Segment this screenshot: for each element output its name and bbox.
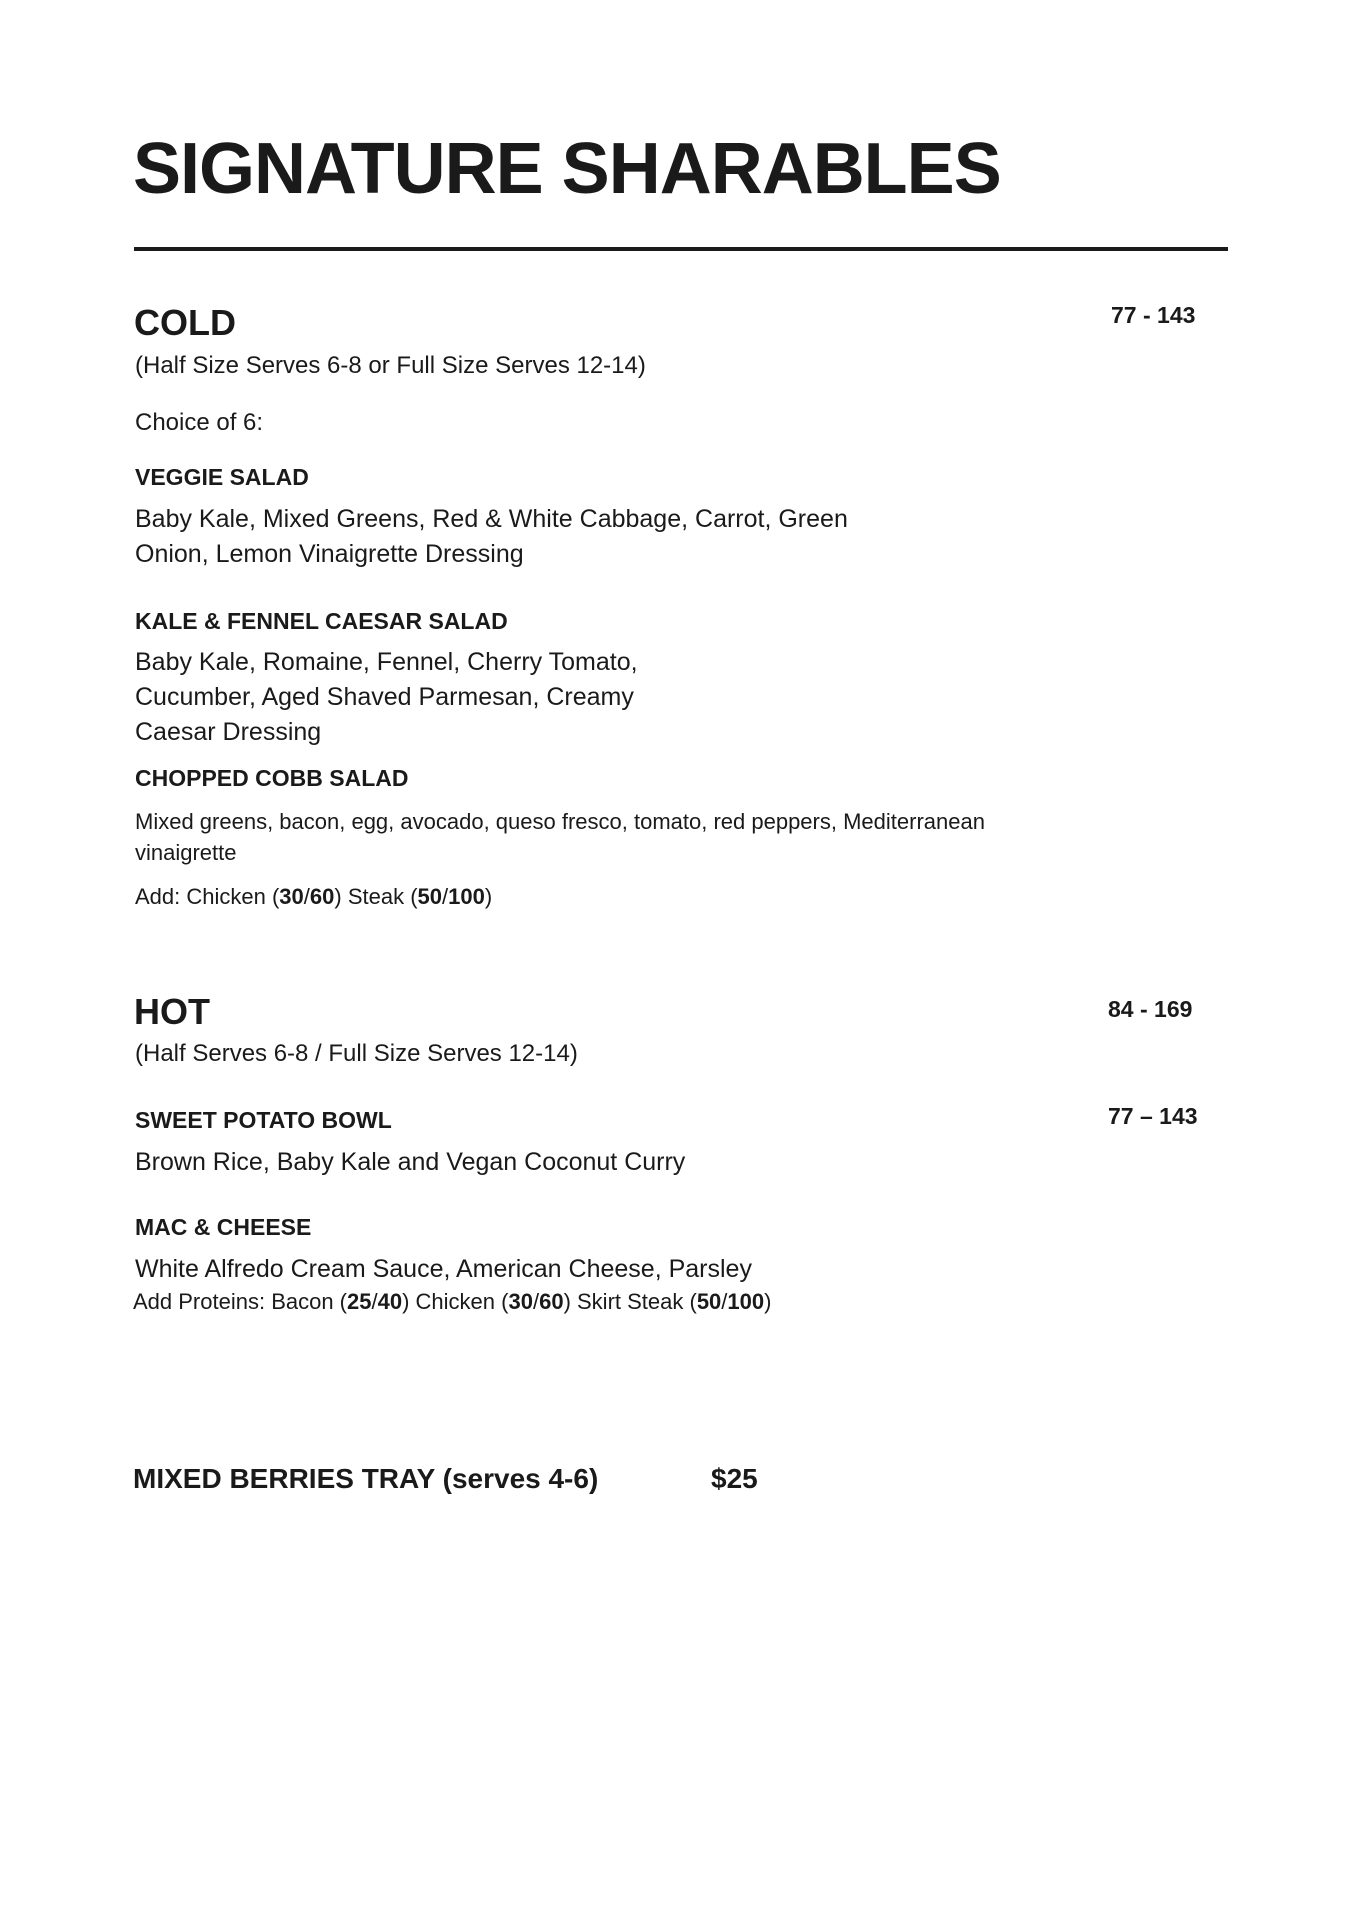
sweet-potato-bowl-title: SWEET POTATO BOWL: [135, 1107, 392, 1133]
cold-heading: COLD: [134, 302, 236, 343]
cobb-salad-description: Mixed greens, bacon, egg, avocado, queso fresco, tomato, red peppers, Mediterranean vinaigrette: [135, 809, 985, 865]
cold-choice-label: Choice of 6:: [135, 409, 264, 436]
caesar-salad-title: KALE & FENNEL CAESAR SALAD: [135, 608, 508, 634]
cold-serving-info: (Half Size Serves 6-8 or Full Size Serves 12-14): [135, 352, 646, 379]
mixed-berries-tray-title: MIXED BERRIES TRAY (serves 4-6): [133, 1463, 599, 1494]
sweet-potato-bowl-description: Brown Rice, Baby Kale and Vegan Coconut Curry: [135, 1148, 686, 1176]
veggie-salad-description: Baby Kale, Mixed Greens, Red & White Cabbage, Carrot, Green Onion, Lemon Vinaigrette Dressing: [135, 505, 848, 568]
veggie-salad-title: VEGGIE SALAD: [135, 464, 309, 490]
hot-heading: HOT: [134, 991, 210, 1032]
cobb-salad-title: CHOPPED COBB SALAD: [135, 765, 409, 791]
hot-serving-info: (Half Serves 6-8 / Full Size Serves 12-14): [135, 1040, 578, 1067]
cold-addon-line: Add: Chicken (30/60) Steak (50/100): [135, 884, 493, 909]
title-divider: [134, 247, 1228, 251]
cold-price: 77 - 143: [1111, 302, 1196, 328]
page-title: SIGNATURE SHARABLES: [133, 129, 1001, 209]
hot-price: 84 - 169: [1108, 996, 1193, 1022]
mac-cheese-description: White Alfredo Cream Sauce, American Cheese, Parsley: [135, 1255, 752, 1283]
hot-addon-line: Add Proteins: Bacon (25/40) Chicken (30/60) Skirt Steak (50/100): [133, 1289, 772, 1314]
mixed-berries-tray-price: $25: [711, 1463, 758, 1494]
mac-cheese-title: MAC & CHEESE: [135, 1214, 312, 1240]
sweet-potato-bowl-price: 77 – 143: [1108, 1103, 1198, 1129]
caesar-salad-description: Baby Kale, Romaine, Fennel, Cherry Tomato, Cucumber, Aged Shaved Parmesan, Creamy Caesar Dressing: [135, 648, 638, 746]
